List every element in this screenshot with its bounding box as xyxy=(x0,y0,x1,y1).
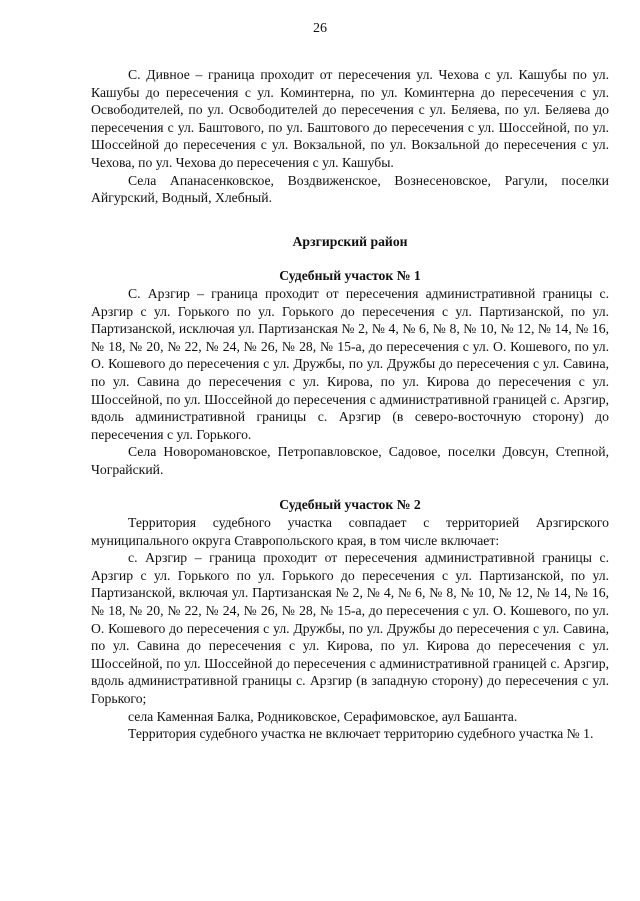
plot2-exclusion-paragraph: Территория судебного участка не включает территорию судебного участка № 1. xyxy=(128,726,594,742)
plot1-villages-paragraph: Села Новоромановское, Петропавловское, Садовое, поселки Довсун, Степной, Чограйский. xyxy=(91,444,609,477)
plot2-heading: Судебный участок № 2 xyxy=(279,497,421,513)
district-heading: Арзгирский район xyxy=(292,233,408,249)
plot2-villages-paragraph: села Каменная Балка, Родниковское, Серафимовское, аул Башанта. xyxy=(128,708,518,724)
plot1-heading: Судебный участок № 1 xyxy=(279,268,421,284)
divnoe-villages-paragraph: Села Апанасенковское, Воздвиженское, Вознесеновское, Рагули, поселки Айгурский, Водный, Хлебный. xyxy=(91,172,609,206)
page-number: 26 xyxy=(313,21,327,36)
document-body xyxy=(91,66,609,743)
plot1-boundary-paragraph: С. Арзгир – граница проходит от пересечения административной границы с. Арзгир с ул. Горького по ул. Горького до пересечения с ул. Партизанской, по ул. Партизанской, исключая ул. Партизанская № 2, № 4, № 6, № 8, № 10, № 12, № 14, № 16, № 18, № 20, № 22, № 24, № 26, № 28, № 15-а, до пересечения с ул. О. Кошевого, по ул. О. Кошевого до пересечения с ул. Дружбы, по ул. Дружбы до пересечения с ул. Савина, по ул. Савина до пересечения с ул. Кирова, по ул. Кирова до пересечения с ул. Шоссейной, по ул. Шоссейной до пересечения с административной границей с. Арзгир, вдоль административной границы с. Арзгир (в северо-восточную сторону) до пересечения с ул. Горького. xyxy=(91,285,609,442)
plot2-intro-paragraph: Территория судебного участка совпадает с территорией Арзгирского муниципального округа Ставропольского края, в том числе включает: xyxy=(91,515,609,548)
divnoe-boundary-paragraph: С. Дивное – граница проходит от пересечения ул. Чехова с ул. Кашубы по ул. Кашубы до пересечения с ул. Коминтерна, по ул. Коминтерна до пересечения с ул. Освободителей, по ул. Освободителей до пересечения с ул. Беляева, по ул. Беляева до пересечения с ул. Баштового, по ул. Баштового до пересечения с ул. Шоссейной, по ул. Шоссейной до пересечения с ул. Вокзальной, по ул. Вокзальной до пересечения с ул. Чехова, по ул. Чехова до пересечения с ул. Кашубы. xyxy=(91,67,609,170)
plot2-boundary-paragraph: с. Арзгир – граница проходит от пересечения административной границы с. Арзгир с ул. Горького по ул. Горького до пересечения с ул. Партизанской, по ул. Партизанской, включая ул. Партизанская № 2, № 4, № 6, № 8, № 10, № 12, № 14, № 16, № 18, № 20, № 22, № 24, № 26, № 28, № 15-а, до пересечения с ул. О. Кошевого, по ул. О. Кошевого до пересечения с ул. Дружбы, по ул. Дружбы до пересечения с ул. Савина, по ул. Савина до пересечения с ул. Кирова, по ул. Кирова до пересечения с ул. Шоссейной, по ул. Шоссейной до пересечения с административной границей с. Арзгир, вдоль административной границы с. Арзгир (в западную сторону) до пересечения с ул. Горького; xyxy=(91,550,609,706)
